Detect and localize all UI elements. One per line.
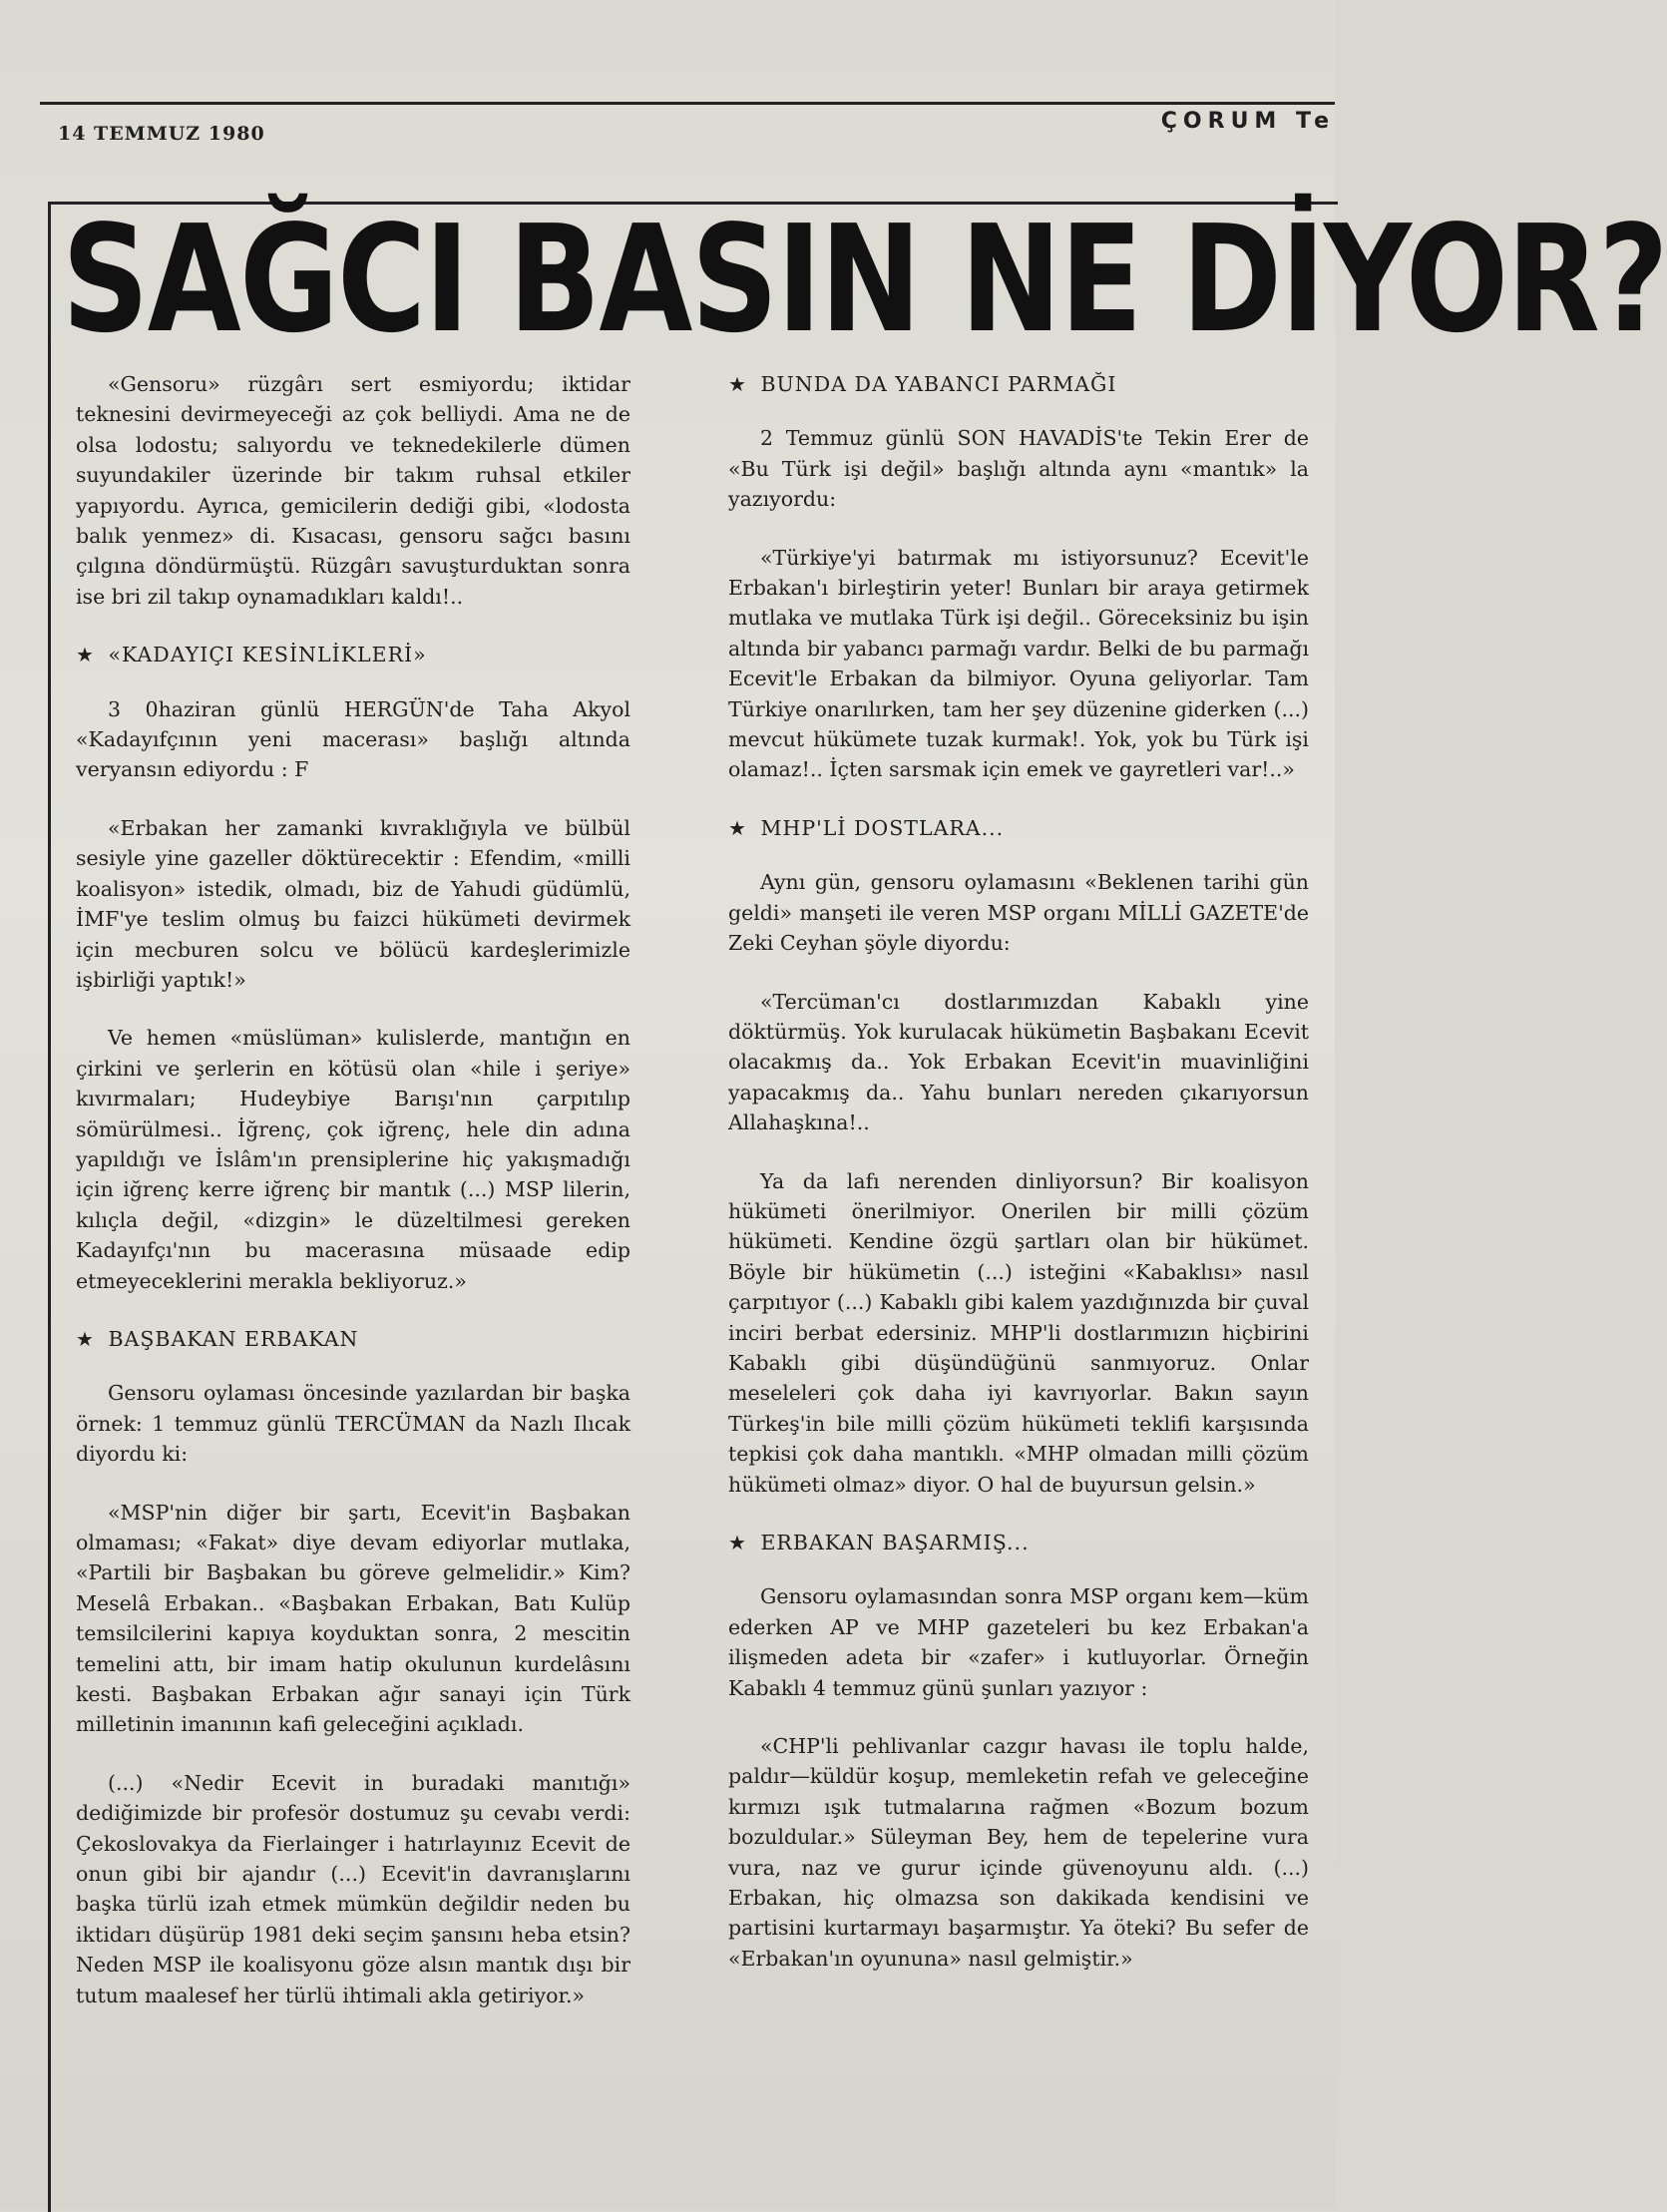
star-icon: ★ (76, 643, 95, 667)
right-column (728, 369, 1309, 2001)
quote-paragraph: «CHP'li pehlivanlar cazgır havası ile toplu halde, paldır—küldür koşup, memleketin refah ve geleceğine kırmızı ışık tutmalarına rağmen «Bozum bozum bozuldular.» Süleyman Bey, hem de tepelerine vura vura, naz ve gurur içinde güvenoyunu aldı. (...) Erbakan, hiç olmazsa son dakikada kendisini ve partisini kurtarmayı başarmıştır. Ya öteki? Bu sefer de «Erbakan'ın oyununa» nasıl gelmiştir.» (728, 1734, 1309, 1971)
quote-paragraph: «Tercüman'cı dostlarımızdan Kabaklı yine döktürmüş. Yok kurulacak hükümetin Başbakanı Ecevit olacakmış da.. Yok Erbakan Ecevit'in muavinliğini yapacakmış da.. Yahu bunları nereden çıkarıyorsun Allahaşkına!.. (728, 989, 1309, 1135)
star-icon: ★ (76, 1326, 95, 1351)
intro-paragraph: «Gensoru» rüzgârı sert esmiyordu; iktidar teknesini devirmeyeceği az çok belliydi. Ama ne de olsa lodostu; salıyordu ve teknedekilerle dümen suyundakiler üzerinde bir takım ruhsal etkiler yapıyordu. Ayrıca, gemicilerin dediği gibi, «lodosta balık yenmez» di. Kısacası, gensoru sağcı basını çılgına döndürmüştü. Rüzgârı savuşturduktan sonra ise bri zil takıp oynamadıkları kaldı!.. (76, 372, 630, 609)
section-heading (728, 813, 1309, 843)
paragraph: Ve hemen «müslüman» kulislerde, mantığın en çirkini ve şerlerin en kötüsü olan «hile i şeriye» kıvırmaları; Hudeybiye Barışı'nın çarpıtılıp sömürülmesi.. İğrenç, çok iğrenç, hele din adına yapıldığı ve İslâm'ın prensiplerine hiç yakışmadığı için iğrenç kerre iğrenç bir mantık (...) MSP lilerin, kılıçla değil, «dizgin» le düzeltilmesi gereken Kadayıfçı'nın bu macerasına müsaade edip etmeyeceklerini merakla bekliyoruz.» (76, 1026, 630, 1293)
newspaper-name: ÇORUM Te (1160, 109, 1335, 134)
section-heading-text: ERBAKAN BAŞARMIŞ... (760, 1531, 1030, 1554)
section-heading (728, 1528, 1309, 1557)
paragraph: Gensoru oylaması öncesinde yazılardan bir başka örnek: 1 temmuz günlü TERCÜMAN da Nazlı Ilıcak diyordu ki: (76, 1381, 630, 1467)
paragraph: Gensoru oylamasından sonra MSP organı kem—küm ederken AP ve MHP gazeteleri bu kez Erbakan'a ilişmeden adeta bir «zafer» i kutluyorlar. Örneğin Kabaklı 4 temmuz günü şunları yazıyor : (728, 1584, 1309, 1700)
paragraph: 2 Temmuz günlü SON HAVADİS'te Tekin Erer de «Bu Türk işi değil» başlığı altında aynı «mantık» la yazıyordu: (728, 426, 1309, 512)
left-column (76, 369, 630, 2038)
section-heading (728, 369, 1309, 399)
quote-paragraph: «Erbakan her zamanki kıvraklığıyla ve bülbül sesiyle yine gazeller döktürecektir : Efendim, «milli koalisyon» istedik, olmadı, biz de Yahudi güdümlü, İMF'ye teslim olmuş bu faizci hükümeti devirmek için mecburen solcu ve bölücü kardeşlerimizle işbirliği yaptık!» (76, 815, 630, 992)
paragraph: Aynı gün, gensoru oylamasını «Beklenen tarihi gün geldi» manşeti ile veren MSP organı MİLLİ GAZETE'de Zeki Ceyhan şöyle diyordu: (728, 870, 1309, 956)
quote-paragraph: «Türkiye'yi batırmak mı istiyorsunuz? Ecevit'le Erbakan'ı birleştirin yeter! Bunları bir araya getirmek mutlaka ve mutlaka Türk işi değil.. Göreceksiniz bu işin altında bir yabancı parmağı vardır. Belki de bu parmağı Ecevit'le Erbakan da bilmiyor. Oyuna geliyorlar. Tam Türkiye onarılırken, tam her şey düzenine giderken (...) mevcut hükümete tuzak kurmak!. Yok, yok bu Türk işi olamaz!.. İçten sarsmak için emek ve gayretleri var!..» (728, 545, 1309, 782)
paragraph: 3 0haziran günlü HERGÜN'de Taha Akyol «Kadayıfçının yeni macerası» başlığı altında veryansın ediyordu : F (76, 696, 630, 782)
quote-paragraph: (...) «Nedir Ecevit in buradaki manıtığı» dediğimizde bir profesör dostumuz şu cevabı verdi: Çekoslovakya da Fierlainger i hatırlayınız Ecevit de onun gibi bir ajandır (...) Ecevit'in davranışlarını başka türlü izah etmek mümkün değildir neden bu iktidarı düşürüp 1981 deki seçim şansını heba etsin? Neden MSP ile koalisyonu göze alsın mantık dışı bir tutum maalesef her türlü ihtimali akla getiriyor.» (76, 1770, 630, 2007)
issue-date: 14 TEMMUZ 1980 (58, 123, 265, 145)
quote-paragraph: «MSP'nin diğer bir şartı, Ecevit'in Başbakan olmaması; «Fakat» diye devam ediyorlar mutlaka, «Partili bir Başbakan bu göreve gelmelidir.» Kim? Meselâ Erbakan.. «Başbakan Erbakan, Batı Kulüp temsilcilerini kapıya koyduktan sonra, 2 mescitin temelini attı, bir imam hatip okulunun kurdelâsını kesti. Başbakan Erbakan ağır sanayi için Türk milletinin imanının kafi geleceğini açıkladı. (76, 1500, 630, 1737)
masthead-bar (40, 102, 1335, 145)
section-heading (76, 640, 630, 669)
star-icon: ★ (728, 372, 747, 396)
star-icon: ★ (728, 815, 747, 840)
section-heading-text: «KADAYIÇI KESİNLİKLERİ» (108, 643, 427, 667)
section-heading-text: BUNDA DA YABANCI PARMAĞI (760, 372, 1117, 396)
section-heading-text: MHP'Lİ DOSTLARA... (760, 815, 1005, 840)
section-heading (76, 1324, 630, 1354)
quote-paragraph: Ya da lafı nerenden dinliyorsun? Bir koalisyon hükümeti önerilmiyor. Onerilen bir milli çözüm hükümeti. Kendine özgü şartları olan bir hükümet. Böyle bir hükümetin (...) isteğini «Kabaklısı» nasıl çarpıtıyor (...) Kabaklı gibi kalem yazdığınızda bir çuval inciri berbat edersiniz. MHP'li dostlarımızın hiçbirini Kabaklı gibi düşündüğünü sanmıyoruz. Onlar meseleleri çok daha iyi kavrıyorlar. Bakın sayın Türkeş'in bile milli çözüm hükümeti teklifi karşısında tepkisi çok daha mantıklı. «MHP olmadan milli çözüm hükümeti olmaz» diyor. O hal de buyursun gelsin.» (728, 1168, 1309, 1497)
star-icon: ★ (728, 1531, 747, 1554)
article-headline: SAĞCI BASIN NE DİYOR? (62, 194, 1667, 365)
section-heading-text: BAŞBAKAN ERBAKAN (108, 1326, 359, 1351)
